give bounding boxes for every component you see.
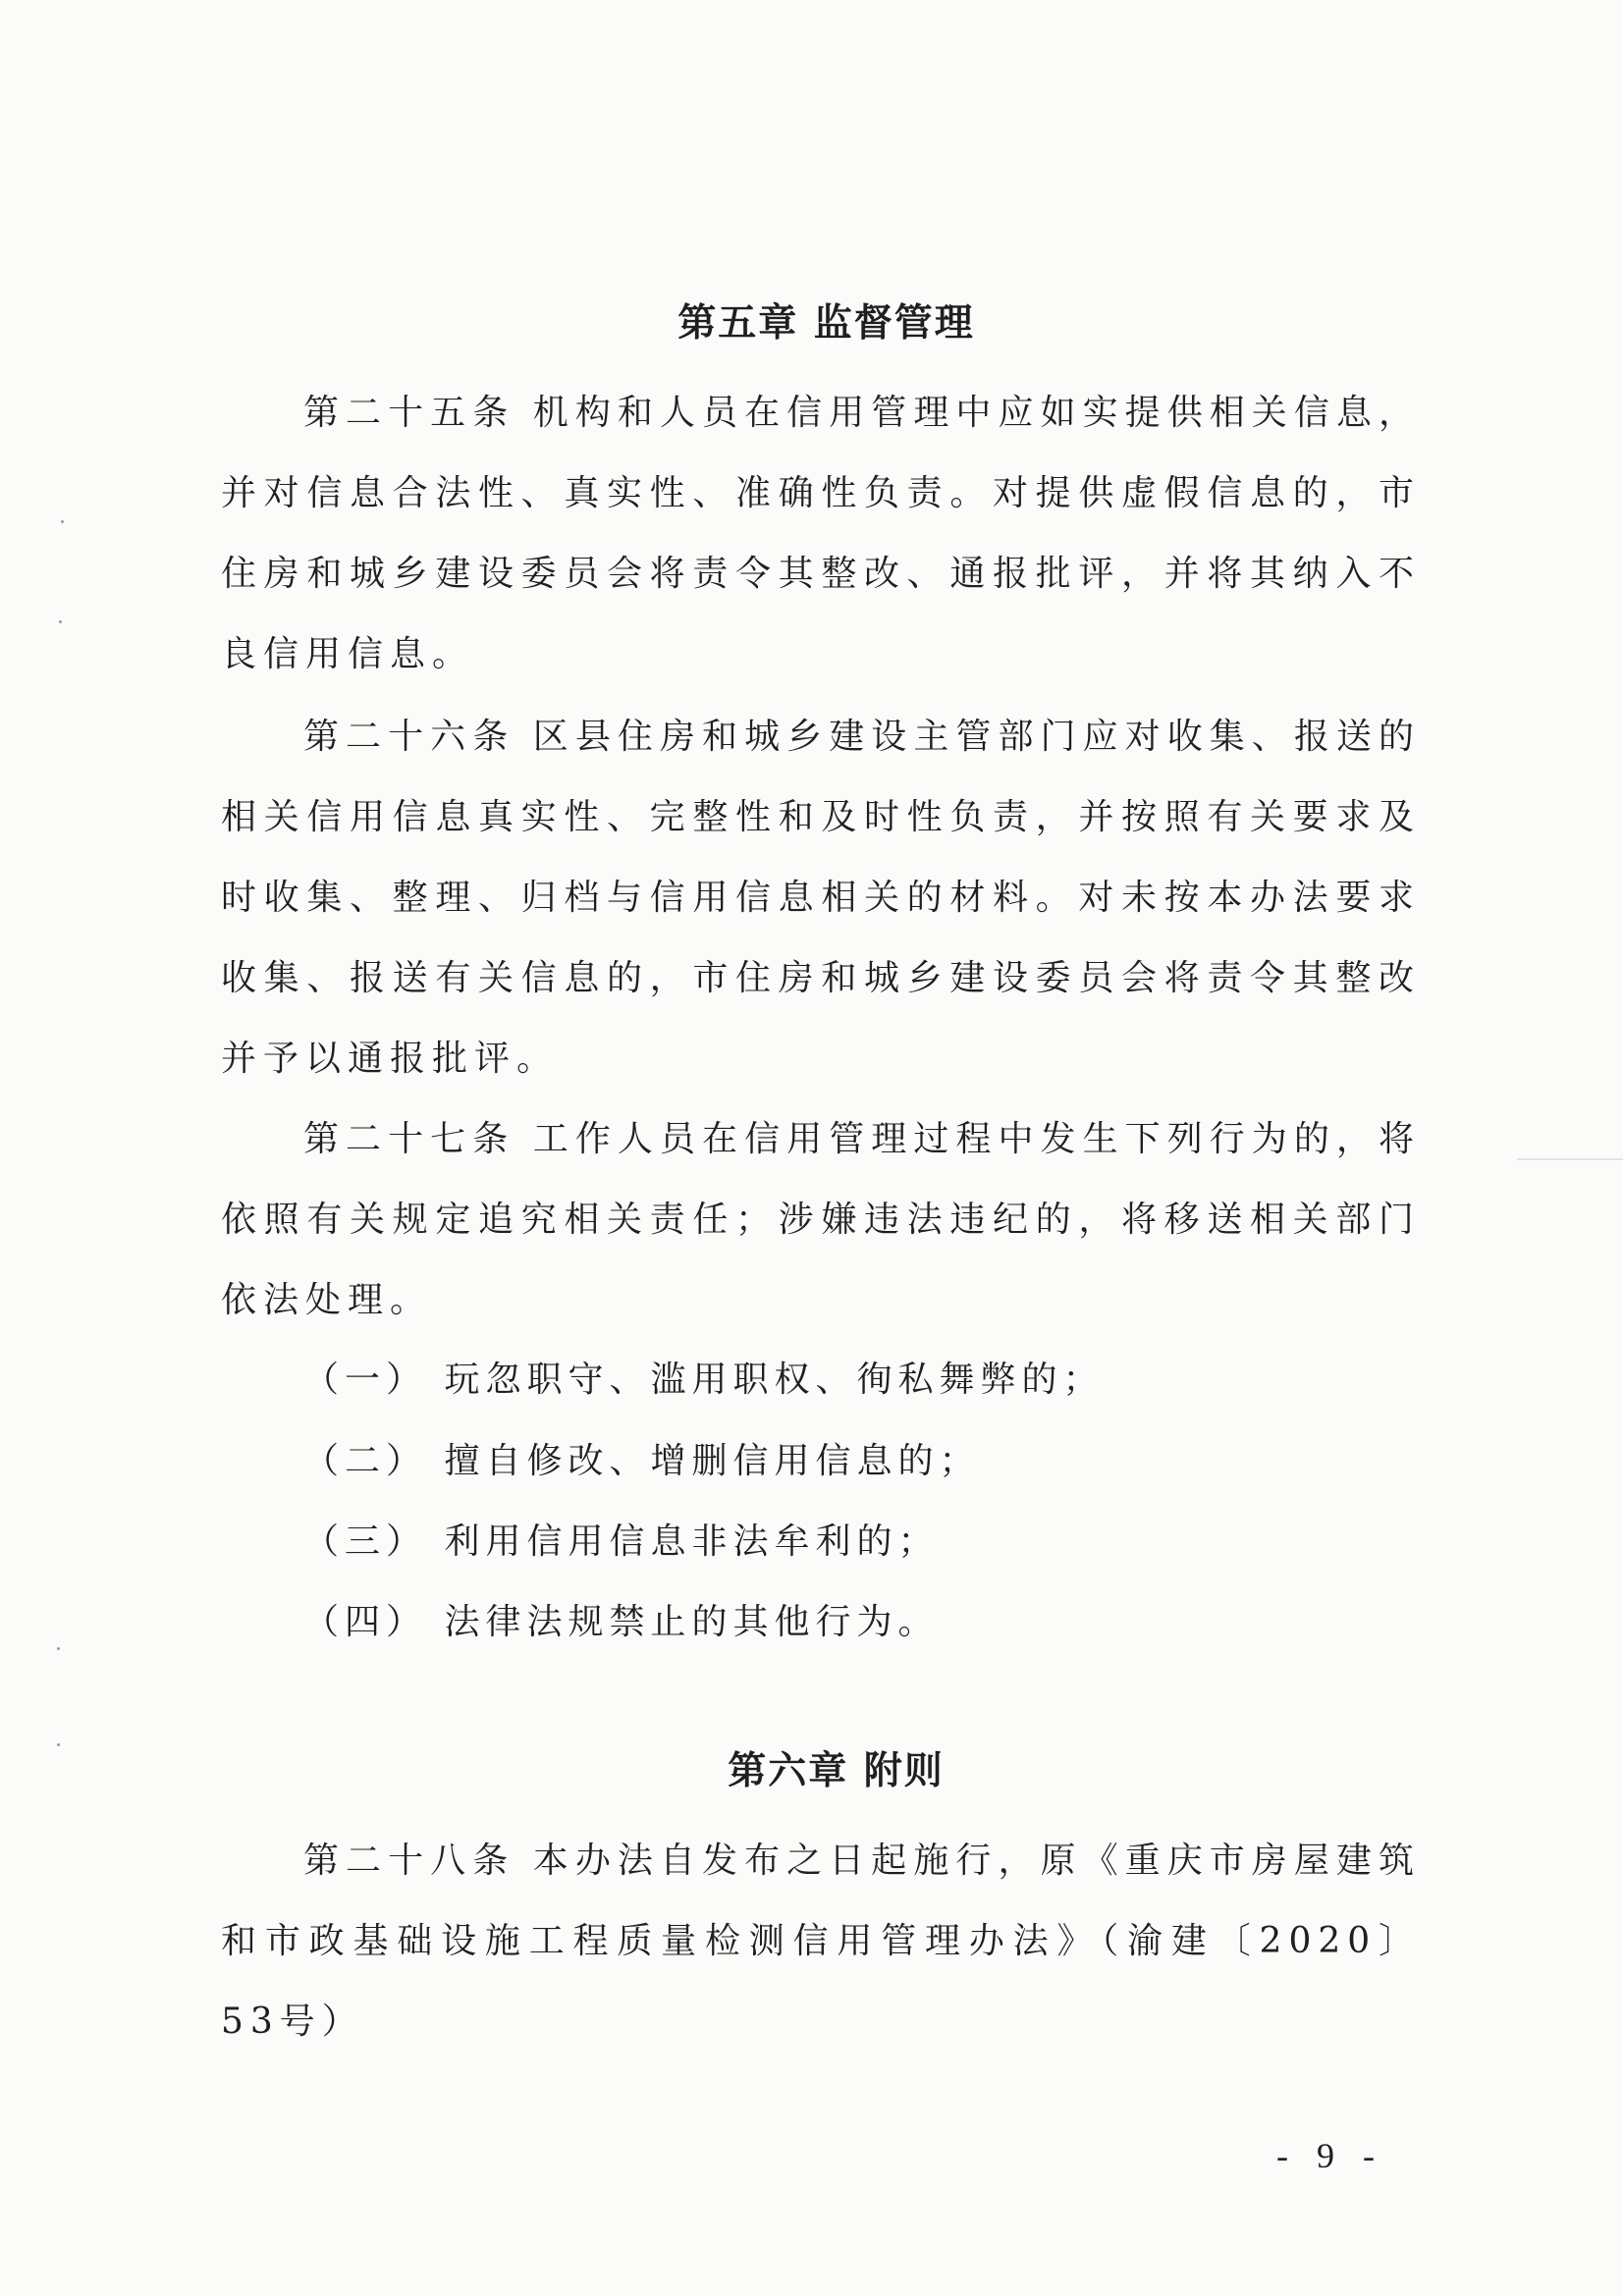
scan-speck (57, 1647, 60, 1650)
list-item-2: （二） 擅自修改、增删信用信息的； (303, 1441, 981, 1481)
scan-speck (59, 620, 62, 623)
article-25: 第二十五条 机构和人员在信用管理中应如实提供相关信息，并对信息合法性、真实性、准确性负责。对提供虚假信息的，市住房和城乡建设委员会将责令其整改、通报批评，并将其纳入不良信用信息。 (221, 393, 1421, 674)
article-26: 第二十六条 区县住房和城乡建设主管部门应对收集、报送的相关信用信息真实性、完整性和及时性负责，并按照有关要求及时收集、整理、归档与信用信息相关的材料。对未按本办法要求收集、报送有关信息的，市住房和城乡建设委员会将责令其整改并予以通报批评。 (221, 717, 1421, 1079)
list-item-4: （四） 法律法规禁止的其他行为。 (303, 1602, 940, 1642)
list-item-1: （一） 玩忽职守、滥用职权、徇私舞弊的； (303, 1360, 1105, 1400)
list-item-3: （三） 利用信用信息非法牟利的； (303, 1522, 940, 1562)
scan-speck (57, 1743, 60, 1746)
article-27: 第二十七条 工作人员在信用管理过程中发生下列行为的，将依照有关规定追究相关责任；涉嫌违法违纪的，将移送相关部门依法处理。 (221, 1119, 1421, 1320)
article-28: 第二十八条 本办法自发布之日起施行，原《重庆市房屋建筑和市政基础设施工程质量检测信用管理办法》（渝建〔2020〕53号） (221, 1841, 1421, 2042)
page-number: - 9 - (1276, 2136, 1384, 2175)
scan-edge-mark (1517, 1158, 1623, 1160)
scan-speck (61, 520, 64, 523)
chapter-6-title: 第六章 附则 (728, 1749, 945, 1793)
chapter-5-title: 第五章 监督管理 (677, 301, 975, 346)
